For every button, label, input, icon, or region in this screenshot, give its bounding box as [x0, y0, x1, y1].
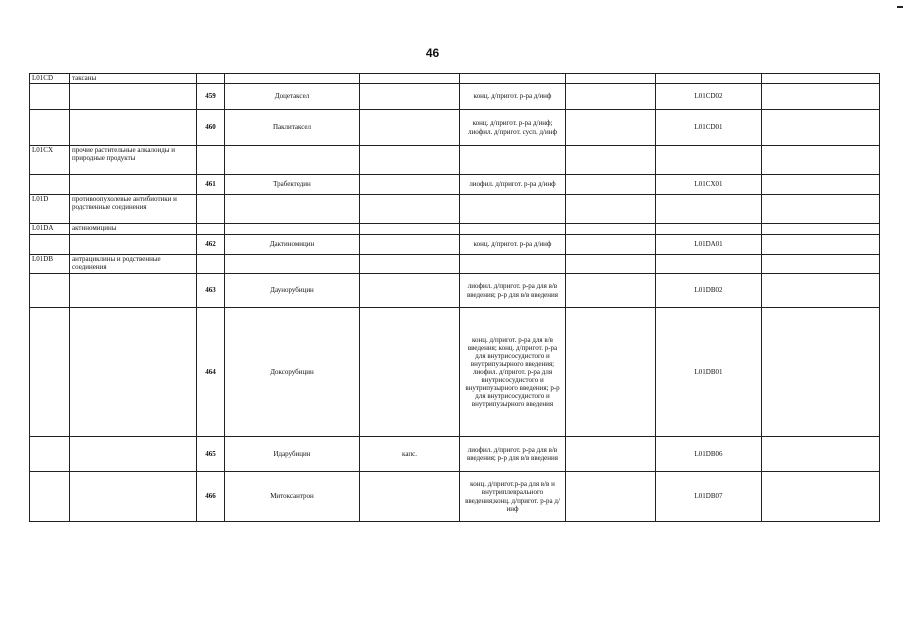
empty-cell: [762, 146, 880, 175]
number-cell: 463: [197, 274, 225, 308]
group-cell: таксаны: [70, 74, 197, 84]
form-cell: конц. д/пригот. р-ра д/инф: [460, 235, 566, 255]
group-cell: [70, 175, 197, 195]
group-cell: [70, 472, 197, 522]
empty-cell: [566, 84, 656, 110]
atc-cell: [656, 255, 762, 274]
form-cell: конц. д/пригот. р-ра д/инф: [460, 84, 566, 110]
form-cell: конц. д/пригот. р-ра для в/в введения; конц. д/пригот. р-ра для внутрисосудистого и внутрипузырного введения; лиофил. д/пригот. р-ра для внутрисосудистого и внутрипузырного введения; р-р для внутрисосудистого и внутрипузырного введения: [460, 308, 566, 437]
empty-cell: [566, 308, 656, 437]
table-row: [30, 195, 880, 224]
extra-cell: [360, 255, 460, 274]
name-cell: [225, 146, 360, 175]
group-cell: [70, 110, 197, 146]
extra-cell: [360, 84, 460, 110]
code-cell: [30, 175, 70, 195]
empty-cell: [762, 195, 880, 224]
group-cell: [70, 437, 197, 472]
atc-cell: [656, 224, 762, 235]
form-cell: лиофил. д/пригот. р-ра для в/в введения; р-р для в/в введения: [460, 274, 566, 308]
empty-cell: [566, 255, 656, 274]
empty-cell: [566, 224, 656, 235]
name-cell: [225, 74, 360, 84]
number-cell: [197, 146, 225, 175]
atc-cell: [656, 146, 762, 175]
empty-cell: [762, 472, 880, 522]
extra-cell: [360, 146, 460, 175]
number-cell: 466: [197, 472, 225, 522]
table-row: [30, 437, 880, 472]
extra-cell: [360, 308, 460, 437]
empty-cell: [762, 308, 880, 437]
code-cell: [30, 235, 70, 255]
table-row: [30, 255, 880, 274]
atc-cell: L01DB07: [656, 472, 762, 522]
table-row: [30, 472, 880, 522]
group-cell: [70, 235, 197, 255]
code-cell: L01CX: [30, 146, 70, 175]
code-cell: [30, 110, 70, 146]
atc-cell: [656, 195, 762, 224]
code-cell: L01DB: [30, 255, 70, 274]
form-cell: [460, 224, 566, 235]
table-row: [30, 274, 880, 308]
empty-cell: [566, 274, 656, 308]
atc-cell: L01DA01: [656, 235, 762, 255]
number-cell: 461: [197, 175, 225, 195]
empty-cell: [566, 146, 656, 175]
empty-cell: [566, 74, 656, 84]
form-cell: конц. д/пригот.р-ра для в/в и внутриплеврального введения;конц. д/пригот. р-ра д/инф: [460, 472, 566, 522]
empty-cell: [566, 472, 656, 522]
empty-cell: [762, 274, 880, 308]
group-cell: противоопухолевые антибиотики и родственные соединения: [70, 195, 197, 224]
atc-cell: [656, 74, 762, 84]
code-cell: [30, 84, 70, 110]
form-cell: [460, 146, 566, 175]
name-cell: Идарубицин: [225, 437, 360, 472]
group-cell: актиномицины: [70, 224, 197, 235]
atc-cell: L01DB06: [656, 437, 762, 472]
group-cell: [70, 84, 197, 110]
table-row: [30, 175, 880, 195]
code-cell: [30, 472, 70, 522]
name-cell: Дактиномицин: [225, 235, 360, 255]
atc-cell: L01DB01: [656, 308, 762, 437]
form-cell: лиофил. д/пригот. р-ра д/инф: [460, 175, 566, 195]
empty-cell: [762, 175, 880, 195]
empty-cell: [566, 235, 656, 255]
code-cell: [30, 308, 70, 437]
group-cell: [70, 274, 197, 308]
group-cell: [70, 308, 197, 437]
atc-cell: L01CX01: [656, 175, 762, 195]
empty-cell: [762, 84, 880, 110]
form-cell: конц. д/пригот. р-ра д/инф; лиофил. д/пригот. сусп. д/инф: [460, 110, 566, 146]
number-cell: 462: [197, 235, 225, 255]
atc-cell: L01DB02: [656, 274, 762, 308]
name-cell: [225, 255, 360, 274]
number-cell: 464: [197, 308, 225, 437]
empty-cell: [762, 110, 880, 146]
number-cell: [197, 74, 225, 84]
empty-cell: [762, 235, 880, 255]
name-cell: Паклитаксел: [225, 110, 360, 146]
name-cell: Доксорубицин: [225, 308, 360, 437]
extra-cell: [360, 110, 460, 146]
group-cell: прочие растительные алкалоиды и природные продукты: [70, 146, 197, 175]
number-cell: 460: [197, 110, 225, 146]
code-cell: L01DA: [30, 224, 70, 235]
table-row: [30, 224, 880, 235]
empty-cell: [762, 437, 880, 472]
extra-cell: [360, 472, 460, 522]
group-cell: антрациклины и родственные соединения: [70, 255, 197, 274]
form-cell: [460, 195, 566, 224]
corner-mark: [897, 6, 903, 8]
code-cell: [30, 437, 70, 472]
extra-cell: [360, 175, 460, 195]
number-cell: [197, 255, 225, 274]
name-cell: [225, 195, 360, 224]
number-cell: [197, 224, 225, 235]
empty-cell: [762, 255, 880, 274]
empty-cell: [762, 224, 880, 235]
number-cell: 459: [197, 84, 225, 110]
table-row: [30, 146, 880, 175]
empty-cell: [762, 74, 880, 84]
extra-cell: [360, 235, 460, 255]
code-cell: L01CD: [30, 74, 70, 84]
extra-cell: [360, 274, 460, 308]
table-row: [30, 74, 880, 84]
atc-cell: L01CD01: [656, 110, 762, 146]
empty-cell: [566, 195, 656, 224]
drug-table: [29, 73, 880, 522]
form-cell: [460, 255, 566, 274]
empty-cell: [566, 175, 656, 195]
extra-cell: [360, 195, 460, 224]
extra-cell: капс.: [360, 437, 460, 472]
name-cell: Трабектедин: [225, 175, 360, 195]
table-row: [30, 110, 880, 146]
name-cell: Даунорубицин: [225, 274, 360, 308]
page-number: 46: [425, 46, 440, 60]
extra-cell: [360, 224, 460, 235]
extra-cell: [360, 74, 460, 84]
code-cell: [30, 274, 70, 308]
table-row: [30, 308, 880, 437]
table-row: [30, 235, 880, 255]
form-cell: лиофил. д/пригот. р-ра для в/в введения; р-р для в/в введения: [460, 437, 566, 472]
code-cell: L01D: [30, 195, 70, 224]
atc-cell: L01CD02: [656, 84, 762, 110]
empty-cell: [566, 437, 656, 472]
table-row: [30, 84, 880, 110]
number-cell: [197, 195, 225, 224]
name-cell: Доцетаксел: [225, 84, 360, 110]
empty-cell: [566, 110, 656, 146]
name-cell: Митоксантрон: [225, 472, 360, 522]
number-cell: 465: [197, 437, 225, 472]
form-cell: [460, 74, 566, 84]
name-cell: [225, 224, 360, 235]
